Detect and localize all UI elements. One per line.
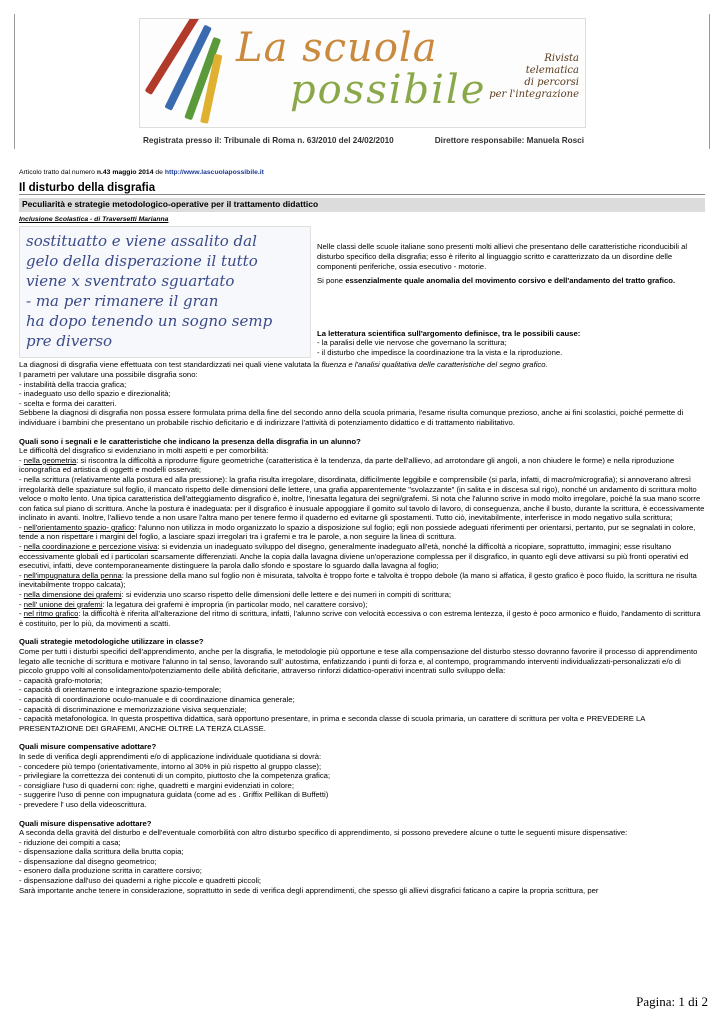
handwriting-line: - ma per rimanere il gran [26,292,219,311]
signs-intro: Le difficoltà del disgrafico si evidenziano in molti aspetti e per comorbilità: [19,446,269,456]
tagline-line: Rivista [544,53,579,64]
sign-item: - nella coordinazione e percezione visiva: si evidenzia un inadeguato sviluppo del disegno, generalmente inadeguato all'età, nonché la difficoltà a ricopiare, soprattutto, immagini; esse risultano eccessivamente globali ed i particolari scarsamente differenziati. Anche la copia dalla lavagna diviene un'operazione complessa per il disgrafico, in quanto egli deve attivarsi su più fronti operativi ed esecutivi, infatti, deve contemporaneamente distinguere la parola dallo sfondo e spostare lo sguardo dalla lavagna al foglio; [19,542,689,571]
sign-item: - nell'orientamento spazio- grafico: l'alunno non utilizza in modo organizzato lo spazio a disposizione sul foglio; egli non possiede adeguati riferimenti per orientarsi, pertanto, pur se segnalati in colore, tende a non rispettare i margini del foglio, a lasciare spazi irregolari tra i grafemi e tra le parole, a non seguire la linea di scrittura. [19,522,696,542]
sign-item: - nella dimensione dei grafemi: si evidenzia uno scarso rispetto delle dimensioni delle lettere e dei numeri in compiti di scrittura; [19,590,452,600]
compensative-item: - prevedere l' uso della videoscrittura. [19,799,147,809]
article-title: Il disturbo della disgrafia [19,184,705,196]
source-prefix: Articolo tratto dal numero [19,169,97,176]
masthead-banner [139,18,586,128]
section-heading-compensative: Quali misure compensative adottare? [19,742,157,752]
dispensative-item: A seconda della gravità del disturbo e dell'eventuale comorbilità con altro disturbo specifico di apprendimento, si possono prevedere alcune o tutte le seguenti misure dispensative: [19,828,628,838]
literature-item: - il disturbo che impedisce la coordinazione tra la vista e la riproduzione. [317,347,563,357]
strategies-intro: Come per tutti i disturbi specifici dell'apprendimento, anche per la disgrafia, le metodologie più opportune e tese alla compensazione del disturbo stesso dovranno favorire il processo di apprendimento legato alle tecniche di scrittura e motivare l'alunno in tal senso, lavorando sull' autostima, enfatizzando i punti di forza e, al contempo, programmando interventi individualizzati-personalizzati e/o di piccolo gruppo volti al consolidamento/potenziamento delle abilità deficitarie, attraverso rinforzi didattico-operativi incentrati sullo sviluppo della: [19,647,698,676]
handwriting-line: gelo della disperazione il tutto [26,252,258,271]
registration-text: Registrata presso il: Tribunale di Roma n. 63/2010 del 24/02/2010 [143,136,394,145]
dispensative-item: Sarà importante anche tenere in considerazione, soprattutto in sede di verifica degli apprendimenti, che spesso gli allievi disgrafici faticano a capire la propria scrittura, per [19,885,599,895]
source-mid: de [153,169,165,176]
strategy-item: - capacità grafo-motoria; [19,675,103,685]
strategy-item: - capacità metafonologica. In questa prospettiva didattica, sarà opportuno presentare, in prima e seconda classe di scuola primaria, un carattere di scrittura per volta e PREVEDERE LA PRESENTAZIONE DEI GRAFEMI, ANCHE OLTRE LA TERZA CLASSE. [19,714,646,733]
logo-title-top: La scuola [236,25,438,71]
compensative-item: - consigliare l'uso di quaderni con: righe, quadretti e margini evidenziati in colore; [19,780,294,790]
compensative-item: - concedere più tempo (orientativamente, intorno al 30% in più rispetto al gruppo classe); [19,761,322,771]
literature-heading: La letteratura scientifica sull'argomento definisce, tra le possibili cause: [317,328,581,338]
article-source [19,168,705,178]
article-author: Inclusione Scolastica - di Traversetti Marianna [19,215,169,223]
handwriting-sample-image [19,226,311,358]
handwriting-line: ha dopo tenendo un sogno semp [26,312,273,331]
intro-paragraph: Nelle classi delle scuole italiane sono presenti molti allievi che presentano delle caratteristiche riconducibili al disturbo specifico della disgrafia; esso è riferito al linguaggio scritto e caratterizzato da un disordine delle componenti periferiche, ossia esecutivo - motorie. [317,242,688,271]
strategy-item: - capacità di coordinazione oculo-manuale e di coordinazione dinamica generale; [19,694,295,704]
intro-column [317,224,705,357]
dispensative-item: - riduzione dei compiti a casa; [19,837,121,847]
section-heading-dispensative: Quali misure dispensative adottare? [19,818,152,828]
sign-item: - nella scrittura (relativamente alla postura ed alla pressione): la grafia risulta irregolare, disordinata, difficilmente leggibile e comprensibile (si parla, infatti, di macro/micrografia); si annoverano altresì irregolarità delle spaziature sul foglio, il mancato rispetto delle dimensioni delle lettere, una grafia apparentemente "svolazzante" (in salita e in discesa sul rigo), nonché un andamento di scrittura molto veloce o molto lento. Una tipica caratteristica dell'atteggiamento disgrafico è, inoltre, l'inesatta legatura dei segni/grafemi. Si nota che l'alunno scrive in modo molto irregolare, poiché la sua mano scorre con fatica sul piano di scrittura. Anche la postura è inadeguata: per il disgrafico è inusuale appoggiare il gomito sul tavolo di lavoro, di conseguenza, anche il busto, durante la scrittura, è eccessivamente inclinato in avanti. Inoltre, l'allievo tende a non usare l'altra mano per tenere fermo il quaderno ed evitarne gli spostamenti. Tutto ciò, inevitabilmente, interferisce in modo negativo sulla scrittura; [19,474,705,523]
section-heading-strategies: Quali strategie metodologiche utilizzare in classe? [19,637,204,647]
diagnosis-text: La diagnosi di disgrafia viene effettuata con test standardizzati nei quali viene valutata la fluenza e l'analisi qualitativa delle caratteristiche del segno grafico. [19,360,548,370]
page-number: Pagina: 1 di 2 [636,994,708,1009]
param-line: - inadeguato uso dello spazio e direzionalità; [19,389,171,399]
logo-title-bottom: possibile [290,67,487,113]
dispensative-item: - esonero dalla produzione scritta in carattere corsivo; [19,866,202,876]
sign-item: - nell'impugnatura della penna: la pressione della mano sul foglio non è misurata, talvolta è troppo forte e talvolta è troppo debole (la mano si affatica, il gesto grafico è poco fluido, la scrittura ne risulta inevitabilmente troppo calcata); [19,570,697,590]
diagnosis-paragraph: Sebbene la diagnosi di disgrafia non possa essere formulata prima della fine del secondo anno della scuola primaria, l'esame risulta comunque prezioso, anche ai fini scolastici, poiché permette di individuare i bambini che presentano un probabile rischio deficitario e di indirizzare l'attività di potenziamento didattico e di trattamento riabilitativo. [19,408,684,427]
strategy-item: - capacità di discriminazione e memorizzazione visiva sequenziale; [19,704,247,714]
section-heading-signs: Quali sono i segnali e le caratteristiche che indicano la presenza della disgrafia in un alunno? [19,436,361,446]
masthead [139,18,584,148]
strategy-item: - capacità di orientamento e integrazione spazio-temporale; [19,685,222,695]
tagline-line: per l'integrazione [489,89,579,100]
param-line: - instabilità della traccia grafica; [19,379,127,389]
param-line: - scelta e forma dei caratteri. [19,398,117,408]
page-border-left [14,14,15,149]
intro-paragraph-2: Si pone essenzialmente quale anomalia del movimento corsivo e dell'andamento del tratto grafico. [317,276,676,286]
director-text: Direttore responsabile: Manuela Rosci [434,136,584,145]
dispensative-item: - dispensazione dall'uso dei quaderni a righe piccole e quadretti piccoli; [19,876,262,886]
compensative-item: - suggerire l'uso di penne con impugnatura guidata (come ad es . Griffix Pellikan di Buffetti) [19,790,329,800]
article-subtitle: Peculiarità e strategie metodologico-operative per il trattamento didattico [19,198,705,212]
handwriting-line: sostituatto e viene assalito dal [26,232,257,251]
sign-item: - nell' unione dei grafemi: la legatura dei grafemi è impropria (in particolar modo, nel carattere corsivo); [19,599,368,609]
sign-item: - nella geometria: si riscontra la difficoltà a riprodurre figure geometriche (caratteristica è la tendenza, da parte dell'allievo, ad arrotondare gli angoli, a non chiudere le forme) e nella riproduzione iconografica ed artistica di oggetti e modelli osservati; [19,455,675,475]
tagline-line: di percorsi [524,77,579,88]
article-content [19,168,705,895]
sign-item: - nel ritmo grafico: la difficoltà è riferita all'alterazione del ritmo di scrittura, infatti, l'alunno scrive con velocità eccessiva o con estrema lentezza, il gesto è poco armonico e fluido, l'andamento di scrittura è costituito, per lo più, da movimenti a scatti. [19,609,701,628]
handwriting-line: viene x sventrato sguartato [26,272,235,291]
compensative-item: - privilegiare la correttezza dei contenuti di un compito, piuttosto che la competenza grafica; [19,771,331,781]
handwriting-line: pre diverso [26,332,113,351]
page-border-right [709,14,710,149]
compensative-item: In sede di verifica degli apprendimenti e/o di applicazione individuale quotidiana si dovrà: [19,751,322,761]
dispensative-item: - dispensazione dalla scrittura della brutta copia; [19,847,184,857]
tagline [489,53,579,101]
param-line: I parametri per valutare una possibile disgrafia sono: [19,369,198,379]
literature-item: - la paralisi delle vie nervose che governano la scrittura; [317,338,507,348]
issue-number: n.43 maggio 2014 [96,169,154,176]
dispensative-item: - dispensazione dal disegno geometrico; [19,856,157,866]
tagline-line: telematica [525,65,579,76]
site-link[interactable]: http://www.lascuolapossibile.it [164,169,264,176]
